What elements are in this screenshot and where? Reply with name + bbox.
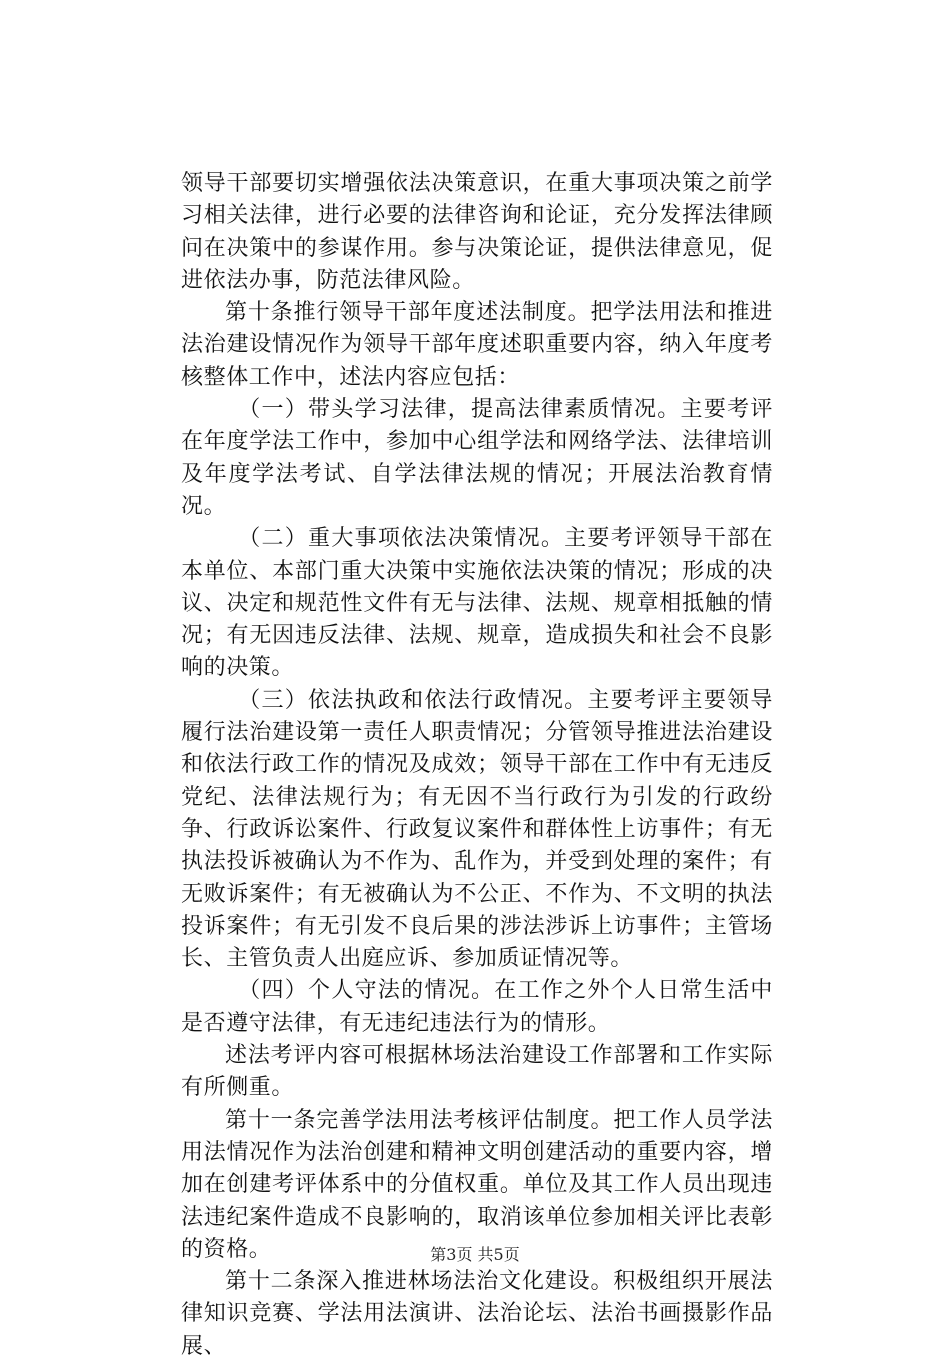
- document-body: [181, 168, 773, 1363]
- paragraph-item-2: （二）重大事项依法决策情况。主要考评领导干部在本单位、本部门重大决策中实施依法决策的情况；形成的决议、决定和规范性文件有无与法律、法规、规章相抵触的情况；有无因违反法律、法规、规章，造成损失和社会不良影响的决策。: [181, 526, 773, 681]
- paragraph-1: 领导干部要切实增强依法决策意识，在重大事项决策之前学习相关法律，进行必要的法律咨询和论证，充分发挥法律顾问在决策中的参谋作用。参与决策论证，提供法律意见，促进依法办事，防范法律风险。: [181, 171, 773, 293]
- page-number-label: 第3页 共5页: [430, 1245, 520, 1264]
- paragraph-item-3: （三）依法执政和依法行政情况。主要考评主要领导履行法治建设第一责任人职责情况；分管领导推进法治建设和依法行政工作的情况及成效；领导干部在工作中有无违反党纪、法律法规行为；有无因不当行政行为引发的行政纷争、行政诉讼案件、行政复议案件和群体性上访事件；有无执法投诉被确认为不作为、乱作为，并受到处理的案件；有无败诉案件；有无被确认为不公正、不作为、不文明的执法投诉案件；有无引发不良后果的涉法涉诉上访事件；主管场长、主管负责人出庭应诉、参加质证情况等。: [181, 687, 773, 972]
- paragraph-article-11: 第十一条完善学法用法考核评估制度。把工作人员学法用法情况作为法治创建和精神文明创建活动的重要内容，增加在创建考评体系中的分值权重。单位及其工作人员出现违法违纪案件造成不良影响的，取消该单位参加相关评比表彰的资格。: [181, 1107, 773, 1262]
- paragraph-item-1: （一）带头学习法律，提高法律素质情况。主要考评在年度学法工作中，参加中心组学法和网络学法、法律培训及年度学法考试、自学法律法规的情况；开展法治教育情况。: [181, 397, 773, 519]
- paragraph-item-4: （四）个人守法的情况。在工作之外个人日常生活中是否遵守法律，有无违纪违法行为的情形。: [181, 978, 773, 1036]
- paragraph-article-12: 第十二条深入推进林场法治文化建设。积极组织开展法律知识竞赛、学法用法演讲、法治论坛、法治书画摄影作品展、: [181, 1269, 773, 1359]
- page-footer: [0, 1245, 950, 1265]
- paragraph-note: 述法考评内容可根据林场法治建设工作部署和工作实际有所侧重。: [181, 1043, 773, 1101]
- paragraph-article-10: 第十条推行领导干部年度述法制度。把学法用法和推进法治建设情况作为领导干部年度述职重要内容，纳入年度考核整体工作中，述法内容应包括：: [181, 300, 773, 390]
